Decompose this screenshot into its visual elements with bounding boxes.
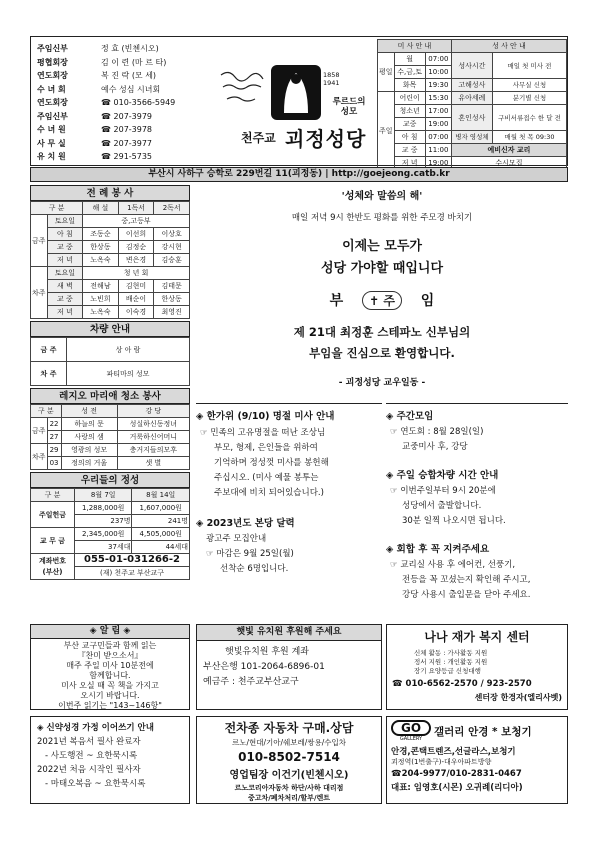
- text-line: - 사도행전 ~ 요한묵시록: [45, 751, 138, 761]
- table-cell: 1,607,000원: [132, 502, 190, 515]
- table-cell: 김태문: [154, 280, 190, 293]
- table-cell: 8월 14일: [132, 489, 190, 502]
- table-cell: 샛 별: [117, 457, 189, 470]
- table-cell: 구 분: [31, 489, 75, 502]
- welcome-1: 제 21대 최정훈 스테파노 신부님의: [293, 325, 471, 339]
- text-line: 연도회장: [37, 71, 68, 80]
- table-cell: 청소년: [394, 105, 425, 118]
- logo-caption: 루르드의 성모: [332, 97, 366, 117]
- text-line: ☞ 민족의 고유명절을 떠난 조상님: [200, 428, 326, 438]
- text-line: 중고차/폐차처리/할부/렌트: [247, 794, 331, 802]
- table-cell: 교 중: [47, 293, 83, 306]
- table-cell: 사랑의 샘: [61, 431, 117, 444]
- text-line: 갤러리 안경 * 보청기: [434, 725, 532, 738]
- text-line: 예수 성심 시녀회: [101, 84, 161, 94]
- text-line: 임: [420, 293, 435, 309]
- table-cell: 병자 영성체: [451, 131, 492, 144]
- table-cell: 화목: [394, 79, 425, 92]
- table-cell: 차주: [31, 444, 48, 470]
- table-cell: 노옥숙: [83, 306, 119, 319]
- table-cell: 1,288,000원: [75, 502, 132, 515]
- table-cell: 정의의 거울: [61, 457, 117, 470]
- table-cell: 이선희: [118, 228, 154, 241]
- text-line: 선착순 6명입니다.: [220, 564, 289, 574]
- text-line: ☞ 연도회 : 8월 28일(일): [390, 427, 484, 437]
- text-line: 2021년 복음서 필사 완료자: [37, 737, 141, 747]
- vehicle-title: 차량 안내: [30, 321, 190, 337]
- text-line: 나나 재가 복지 센터: [424, 630, 530, 644]
- offering-title: 우리들의 정성: [30, 472, 190, 488]
- staff-line: [37, 110, 217, 124]
- table-cell: 매일 첫 미사 전: [492, 53, 566, 79]
- text-line: ☞ 마감은 9월 25일(월): [206, 549, 294, 559]
- table-cell: 거룩하신어머니: [117, 431, 189, 444]
- staff-line: [37, 69, 217, 83]
- legio-title: 레지오 마리애 청소 봉사: [30, 388, 190, 404]
- table-cell: 새 벽: [47, 280, 83, 293]
- table-cell: 교중: [394, 118, 425, 131]
- text-line: GALLERY: [399, 736, 423, 742]
- table-cell: 아 침: [47, 228, 83, 241]
- notice-title: ◈ 알 림 ◈: [31, 625, 189, 639]
- text-line: 미사 오실 때 꼭 책을 가지고: [61, 681, 159, 690]
- table-cell: 노빈희: [83, 293, 119, 306]
- table-cell: 07:00: [425, 53, 451, 66]
- table-cell: 김현미: [118, 280, 154, 293]
- text-line: 부산은행 101-2064-6896-01: [203, 662, 325, 672]
- table-cell: 구비서류접수 한 달 전: [492, 105, 566, 131]
- table-cell: 19:30: [425, 79, 451, 92]
- address-bar: 부산시 사하구 승학로 229번길 11(괴정동) | http://goejeong.catb.kr: [30, 167, 568, 182]
- staff-line: [37, 150, 217, 164]
- text-line: 괴정역(1번출구)-대우아파트방향: [391, 758, 492, 766]
- text-line: 주: [383, 294, 395, 308]
- staff-line: [37, 137, 217, 151]
- table-cell: 노옥숙: [83, 254, 119, 267]
- welcome-2: 부임을 진심으로 환영합니다.: [309, 346, 455, 360]
- text-line: ◈ 주간모임: [386, 411, 434, 422]
- table-cell: 19:00: [425, 157, 451, 170]
- table-cell: 11:00: [425, 144, 451, 157]
- table-cell: 평일: [378, 53, 395, 92]
- logo-year: 1858 1941: [323, 71, 340, 87]
- table-cell: 4,505,000원: [132, 528, 190, 541]
- staff-line: [37, 42, 217, 56]
- table-cell: 고해성사: [451, 79, 492, 92]
- welcome-from: - 괴정성당 교우일동 -: [338, 378, 426, 388]
- table-cell: 최영진: [154, 306, 190, 319]
- text-line: ◈ 주일 승합차량 시간 안내: [386, 470, 499, 481]
- text-line: ◈ 신약성경 가정 이어쓰기 안내: [37, 723, 154, 733]
- table-cell: 저 녁: [394, 157, 425, 170]
- text-line: ☎ 010-3566-5949: [101, 98, 176, 107]
- table-cell: 교 무 금: [31, 528, 75, 554]
- text-line: 전등을 꼭 꼬셨는지 확인해 주시고,: [402, 575, 531, 585]
- parish-prefix: 천주교: [241, 131, 276, 145]
- table-cell: 17:00: [425, 105, 451, 118]
- text-line: ☎ 207-3979: [101, 111, 153, 121]
- text-line: ☞ 교리실 사용 후 에어컨, 선풍기,: [390, 560, 516, 570]
- text-line: 『찬미 받으소서』: [77, 651, 143, 660]
- header-box: [30, 36, 568, 166]
- table-cell: 27: [47, 431, 61, 444]
- text-line: 교중미사 후, 강당: [402, 442, 468, 452]
- text-line: 장기 요양등급 신청대행: [414, 667, 481, 675]
- text-line: 2022년 처음 시작인 필사자: [37, 765, 141, 775]
- table-cell: 29: [47, 444, 61, 457]
- table-cell: 한상동: [154, 293, 190, 306]
- sacrament-title: 성 사 안 내: [451, 40, 566, 53]
- table-cell: 분기별 신청: [492, 92, 566, 105]
- text-line: 르노/현대/기아/쉐보레/쌍용/수입차: [231, 738, 347, 747]
- table-cell: 혼인성사: [451, 105, 492, 131]
- gallery-logo: [391, 720, 431, 742]
- text-line: 유 치 원: [37, 152, 66, 161]
- text-line: 부: [329, 293, 344, 309]
- table-cell: 전해남: [83, 280, 119, 293]
- table-cell: 07:00: [425, 131, 451, 144]
- table-cell: 계좌번호 (부산): [31, 554, 75, 580]
- headline-2: 성당 가야할 때입니다: [320, 261, 444, 276]
- account-number: 055-01-031266-2: [75, 554, 190, 567]
- text-line: 복 진 락 (모 세): [101, 71, 157, 80]
- table-cell: 금주: [31, 215, 48, 267]
- table-cell: 수,금,토: [394, 66, 425, 79]
- parish-name: 괴정성당: [285, 127, 367, 151]
- table-cell: 2독서: [154, 202, 190, 215]
- table-cell: 22: [47, 418, 61, 431]
- table-cell: 영광의 성모: [61, 444, 117, 457]
- table-cell: 구 분: [31, 405, 62, 418]
- text-line: ☎ 010-6562-2570 / 923-2570: [392, 679, 532, 689]
- table-cell: 사무실 신청: [492, 79, 566, 92]
- text-line: ◈ 한가위 (9/10) 명절 미사 안내: [196, 411, 335, 422]
- staff-list: [37, 42, 217, 164]
- liturgy-title: 전 례 봉 사: [30, 185, 190, 201]
- text-line: 센터장 한경자(엘리사벳): [474, 693, 562, 702]
- table-cell: 차 주: [31, 362, 67, 386]
- text-line: 강당 사용시 출입문을 닫아 주세요.: [402, 590, 531, 600]
- text-line: 30분 일찍 나오시면 됩니다.: [402, 516, 506, 526]
- table-cell: 성실하신동정녀: [117, 418, 189, 431]
- table-cell: 2,345,000원: [75, 528, 132, 541]
- theme: '성체와 말씀의 해': [341, 191, 423, 202]
- text-line: 매주 주일 미사 10분전에: [66, 661, 154, 670]
- text-line: ☎ 207-3978: [101, 125, 153, 134]
- table-cell: 청 년 회: [83, 267, 190, 280]
- text-line: 주보대에 비치 되어있습니다.): [214, 488, 324, 498]
- table-cell: 해 설: [83, 202, 119, 215]
- text-line: 주임신부: [37, 44, 68, 53]
- table-cell: 금주: [31, 418, 48, 444]
- mary-logo: [271, 65, 321, 120]
- table-cell: 한상동: [83, 241, 119, 254]
- text-line: ☎204-9977/010-2831-0467: [391, 769, 522, 779]
- text-line: 영업팀장 이건기(빈첸시오): [229, 770, 349, 781]
- text-line: 수 녀 회: [37, 84, 66, 94]
- table-cell: 19:00: [425, 118, 451, 131]
- table-cell: 중,고등부: [83, 215, 190, 228]
- text-line: 연도회장: [37, 98, 68, 107]
- text-line: ☞ 이번주일부터 9시 20분에: [390, 486, 496, 496]
- text-line: 신체 활동 : 가사활동 지원: [414, 649, 488, 657]
- text-line: 부모, 형제, 은인들을 위하여: [214, 443, 318, 453]
- table-cell: 이상호: [154, 228, 190, 241]
- table-cell: 저 녁: [47, 306, 83, 319]
- table-cell: 이숙경: [118, 306, 154, 319]
- text-line: 안경,콘택트렌즈,선글라스,보청기: [391, 747, 516, 757]
- table-cell: 예비신자 교리: [451, 144, 566, 157]
- text-line: 사 무 실: [37, 138, 66, 148]
- table-cell: 파티마의 성모: [67, 362, 190, 386]
- text-line: 주십시오. (미사 예물 봉투는: [214, 473, 319, 483]
- table-cell: 주일: [378, 92, 395, 170]
- table-cell: 금 주: [31, 338, 67, 362]
- text-line: 전차종 자동차 구매.상담: [224, 721, 354, 735]
- text-line: 르노코리아자동차 하단/사하 대리점: [234, 784, 344, 792]
- handwritten-logo: [217, 67, 267, 109]
- table-cell: 37세대: [75, 541, 132, 554]
- table-cell: 충거지들의모후: [117, 444, 189, 457]
- table-cell: 김정순: [118, 241, 154, 254]
- table-cell: 03: [47, 457, 61, 470]
- table-cell: 저 녁: [47, 254, 83, 267]
- text-line: 수 녀 원: [37, 125, 66, 134]
- table-cell: 토요일: [47, 215, 83, 228]
- table-cell: 김승훈: [154, 254, 190, 267]
- mass-schedule: [377, 39, 567, 170]
- notice-box: [30, 624, 190, 710]
- bible-box: [30, 716, 190, 804]
- optical-ad: [386, 716, 568, 804]
- nana-ad: [386, 624, 568, 710]
- table-cell: 주일헌금: [31, 502, 75, 528]
- text-line: 김 이 련 (마 르 타): [101, 57, 167, 67]
- table-cell: 15:30: [425, 92, 451, 105]
- table-cell: 강 당: [117, 405, 189, 418]
- table-cell: 토요일: [47, 267, 83, 280]
- headline-1: 이제는 모두가: [342, 239, 422, 254]
- text-line: 정서 지원 : 개인활동 지원: [414, 658, 488, 666]
- cross-ornament-icon: ✝ 주: [362, 291, 402, 310]
- text-line: ◈ 회합 후 꼭 지켜주세요: [386, 544, 490, 555]
- text-line: 평협회장: [37, 57, 68, 67]
- staff-line: [37, 123, 217, 137]
- arrival-banner: [196, 290, 568, 310]
- text-line: 010-8502-7514: [238, 750, 340, 764]
- daily-prayer: 매일 저녁 9시 한반도 평화를 위한 주모경 바치기: [291, 213, 473, 223]
- text-line: ◈ 2023년도 본당 달력: [196, 518, 295, 529]
- staff-line: [37, 56, 217, 70]
- table-cell: 하늘의 문: [61, 418, 117, 431]
- table-cell: 매월 첫 목 09:30: [492, 131, 566, 144]
- table-cell: 어린이: [394, 92, 425, 105]
- table-cell: 44세대: [132, 541, 190, 554]
- table-cell: 월: [394, 53, 425, 66]
- text-line: 햇빛 유치원 후원해 주세요: [197, 625, 381, 641]
- table-cell: 8월 7일: [75, 489, 132, 502]
- table-cell: 교 중: [394, 144, 425, 157]
- text-line: GO: [391, 720, 431, 736]
- text-line: 기억하며 정성껏 미사를 봉헌해: [214, 458, 329, 468]
- table-cell: 강시현: [154, 241, 190, 254]
- table-cell: 1독서: [118, 202, 154, 215]
- text-line: 이번주 읽기는 "143~146항": [58, 701, 162, 710]
- text-line: 대표: 임영호(시몬) 오귀례(리디아): [391, 783, 523, 793]
- table-cell: 아 침: [394, 131, 425, 144]
- table-cell: 상 아 람: [67, 338, 190, 362]
- table-cell: 성사시간: [451, 53, 492, 79]
- table-cell: (재) 천주교 부산교구: [75, 567, 190, 580]
- news-left: [196, 403, 382, 618]
- table-cell: 수시모집: [451, 157, 566, 170]
- text-line: 성당에서 출발합니다.: [402, 501, 482, 511]
- table-cell: 배순이: [118, 293, 154, 306]
- text-line: 오시기 바랍니다.: [80, 691, 140, 700]
- text-line: - 마태오복음 ~ 요한묵시록: [45, 779, 146, 789]
- text-line: 정 효 (빈첸시오): [101, 44, 159, 53]
- sunshine-box: [196, 624, 382, 710]
- main-announcement: [196, 185, 568, 397]
- table-cell: 10:00: [425, 66, 451, 79]
- text-line: ☎ 207-3977: [101, 138, 153, 148]
- staff-line: [37, 96, 217, 110]
- staff-line: [37, 83, 217, 97]
- table-cell: 조동순: [83, 228, 119, 241]
- text-line: ☎ 291-5735: [101, 152, 153, 161]
- text-line: 함께합니다.: [89, 671, 131, 680]
- text-line: 광고주 모집안내: [206, 534, 267, 544]
- table-cell: 변은경: [118, 254, 154, 267]
- liturgy-section: [30, 185, 190, 580]
- car-ad: [196, 716, 382, 804]
- table-cell: 차주: [31, 267, 48, 319]
- text-line: 주임신부: [37, 111, 68, 121]
- mass-title: 미 사 안 내: [378, 40, 452, 53]
- text-line: 햇빛유치원 후원 계좌: [225, 647, 309, 657]
- table-cell: 유아세례: [451, 92, 492, 105]
- text-line: 부산 교구민들과 함께 읽는: [63, 641, 157, 650]
- news-right: [386, 403, 568, 618]
- table-cell: 237명: [75, 515, 132, 528]
- table-cell: 성 전: [61, 405, 117, 418]
- table-cell: 교 중: [47, 241, 83, 254]
- table-cell: 구 분: [31, 202, 83, 215]
- text-line: 예금주 : 천주교부산교구: [203, 677, 299, 687]
- table-cell: 241명: [132, 515, 190, 528]
